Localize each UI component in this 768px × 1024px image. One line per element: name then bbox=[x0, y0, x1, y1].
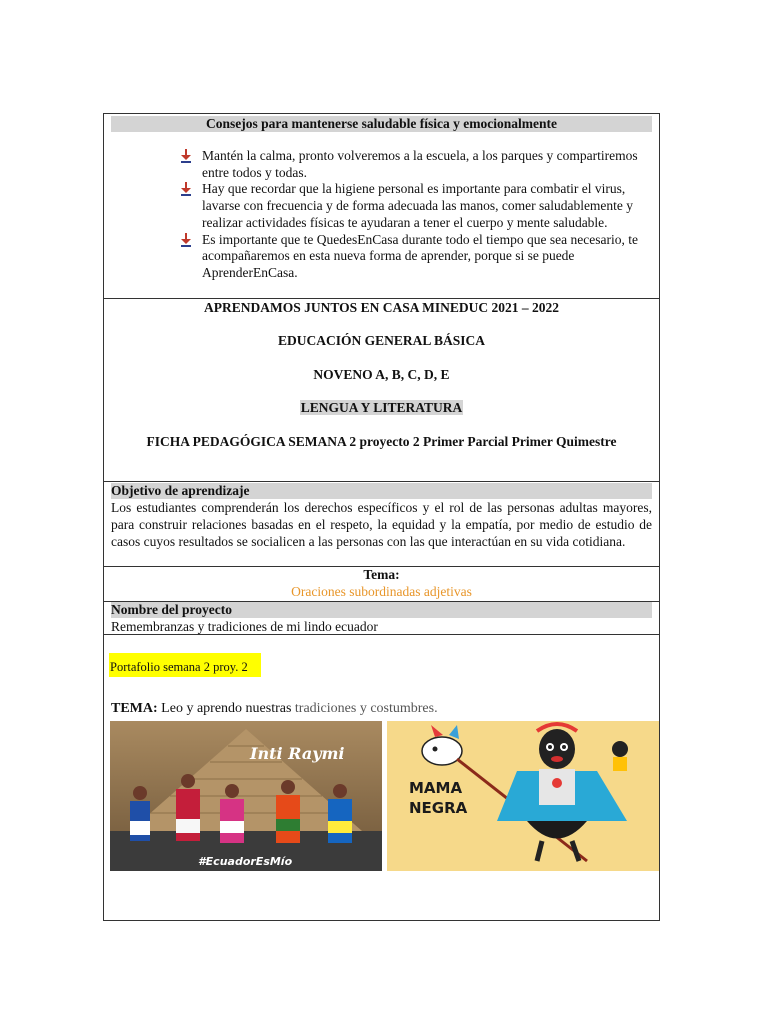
inti-raymi-illustration bbox=[110, 721, 382, 871]
mama-negra-title-1: MAMA bbox=[409, 779, 463, 797]
sheet-title: FICHA PEDAGÓGICA SEMANA 2 proyecto 2 Primer Parcial Primer Quimestre bbox=[146, 434, 617, 449]
tips-list bbox=[180, 148, 651, 282]
header-section bbox=[104, 299, 659, 482]
header-line-1: APRENDAMOS JUNTOS EN CASA MINEDUC 2021 – 2022 bbox=[204, 300, 559, 315]
header-line-2: EDUCACIÓN GENERAL BÁSICA bbox=[277, 333, 486, 348]
tip-item: Hay que recordar que la higiene personal es importante para combatir el virus, lavarse con frecuencia y de forma adecuada las manos, comer saludablemente y realizar actividades físicas te ayudaran a tener el cuerpo y mente saludable. bbox=[180, 181, 651, 231]
topic-section bbox=[104, 567, 659, 602]
mama-negra-illustration bbox=[387, 721, 659, 871]
topic-label: Tema: bbox=[363, 567, 400, 582]
portfolio-label: Portafolio semana 2 proy. 2 bbox=[110, 660, 248, 674]
document-table bbox=[103, 113, 660, 921]
tema-line bbox=[111, 701, 438, 717]
project-value: Remembranzas y tradiciones de mi lindo ecuador bbox=[111, 619, 378, 634]
tema-text: Leo y aprendo nuestras bbox=[161, 701, 292, 716]
objective-section bbox=[104, 482, 659, 567]
tema-label: TEMA: bbox=[111, 701, 158, 716]
inti-raymi-hashtag: #EcuadorEsMío bbox=[198, 855, 293, 868]
project-label: Nombre del proyecto bbox=[111, 602, 652, 618]
objective-label: Objetivo de aprendizaje bbox=[111, 483, 652, 499]
subject-title: LENGUA Y LITERATURA bbox=[300, 400, 463, 415]
arrow-bullet-icon bbox=[180, 182, 192, 196]
arrow-bullet-icon bbox=[180, 149, 192, 163]
tips-section bbox=[104, 114, 659, 299]
tip-item: Es importante que te QuedesEnCasa durante todo el tiempo que sea necesario, te acompañaremos en esta nueva forma de aprender, porque si se puede AprenderEnCasa. bbox=[180, 232, 651, 282]
inti-raymi-image bbox=[110, 721, 382, 871]
mama-negra-image bbox=[387, 721, 659, 871]
project-section bbox=[104, 602, 659, 635]
topic-value: Oraciones subordinadas adjetivas bbox=[291, 584, 472, 599]
tips-title: Consejos para mantenerse saludable física y emocionalmente bbox=[111, 116, 652, 132]
mama-negra-title-2: NEGRA bbox=[409, 799, 468, 817]
arrow-bullet-icon bbox=[180, 233, 192, 247]
tip-item: Mantén la calma, pronto volveremos a la escuela, a los parques y compartiremos entre todos y todas. bbox=[180, 148, 651, 181]
inti-raymi-title: Inti Raymi bbox=[250, 744, 345, 763]
portfolio-section bbox=[104, 635, 659, 920]
tema-text-gray: tradiciones y costumbres. bbox=[294, 701, 438, 716]
subject-wrap bbox=[104, 400, 659, 416]
objective-text: Los estudiantes comprenderán los derechos específicos y el rol de las personas adultas mayores, para construir relaciones basadas en el respeto, la equidad y la empatía, por medio de estudio de casos cuyos resultados se socialicen a las personas con las que interactúan en su vida cotidiana. bbox=[111, 500, 652, 549]
header-line-3: NOVENO A, B, C, D, E bbox=[313, 367, 450, 382]
